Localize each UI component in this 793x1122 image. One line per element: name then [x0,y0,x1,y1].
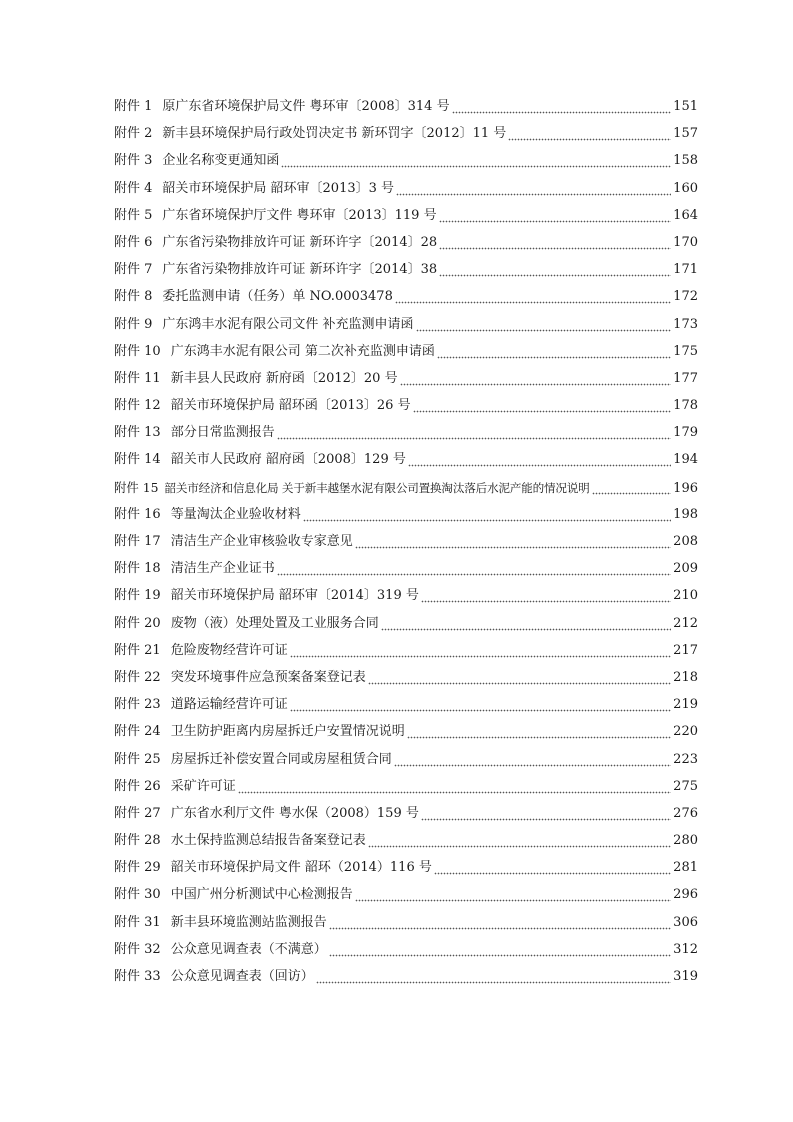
dot-leader [281,147,671,174]
attachment-label: 附件 30 [114,887,161,903]
dot-leader [316,963,671,990]
toc-entry [114,202,698,229]
toc-entry [114,365,698,392]
page-number: 170 [673,234,698,250]
dot-leader [290,637,671,664]
page-number: 209 [673,561,698,577]
attachment-title: 广东省污染物排放许可证 新环许字〔2014〕28 [162,234,438,250]
dot-leader [413,392,672,419]
toc-entry [114,610,698,637]
attachment-label: 附件 11 [114,370,161,386]
attachment-title: 清洁生产企业证书 [170,561,275,577]
attachment-label: 附件 22 [114,669,161,685]
toc-entry [114,773,698,800]
toc-entry [114,501,698,528]
dot-leader [452,93,672,120]
attachment-title: 突发环境事件应急预案备案登记表 [170,669,366,685]
page-number: 164 [673,207,698,223]
attachment-title: 韶关市环境保护局 韶环函〔2013〕26 号 [170,398,411,414]
toc-entry [114,474,698,501]
toc-entry [114,582,698,609]
attachment-title: 广东省环境保护厅文件 粤环审〔2013〕119 号 [162,207,437,223]
dot-leader [290,691,671,718]
toc-entry [114,909,698,936]
toc-entry [114,120,698,147]
attachment-title: 广东省水利厅文件 粤水保（2008）159 号 [170,805,419,821]
attachment-title: 水土保持监测总结报告备案登记表 [170,833,366,849]
attachment-label: 附件 8 [114,289,153,305]
page-number: 157 [673,126,698,142]
toc-entry [114,229,698,256]
attachment-title: 废物（液）处理处置及工业服务合同 [170,615,379,631]
attachment-title: 卫生防护距离内房屋拆迁户安置情况说明 [170,724,405,740]
page-number: 151 [673,99,698,114]
attachment-label: 附件 27 [114,805,161,821]
page-number: 212 [673,615,698,631]
page-number: 175 [673,343,698,359]
attachment-title: 韶关市环境保护局 韶环审〔2013〕3 号 [162,180,395,196]
dot-leader [368,827,671,854]
page-number: 196 [673,480,698,496]
page-number: 319 [673,969,698,984]
attachment-label: 附件 10 [114,343,161,359]
dot-leader [437,338,671,365]
page-number: 217 [673,642,698,658]
toc-entry [114,718,698,745]
toc-entry [114,746,698,773]
attachment-title: 广东鸿丰水泥有限公司文件 补充监测申请函 [162,316,414,332]
dot-leader [434,854,671,881]
toc-entry [114,93,698,120]
toc-entry [114,854,698,881]
page-number: 177 [673,370,698,386]
dot-leader [381,610,671,637]
attachment-title: 道路运输经营许可证 [170,697,288,713]
page-number: 179 [673,425,698,441]
page-number: 280 [673,833,698,849]
attachment-title: 公众意见调查表（不满意） [170,941,327,957]
page-number: 198 [673,506,698,522]
attachment-label: 附件 25 [114,751,161,767]
toc-entry [114,392,698,419]
attachment-label: 附件 1 [114,99,153,114]
dot-leader [277,555,671,582]
dot-leader [303,501,671,528]
page-number: 220 [673,724,698,740]
attachment-title: 韶关市人民政府 韶府函〔2008〕129 号 [170,452,406,468]
page-number: 210 [673,588,698,604]
toc-entry [114,175,698,202]
page-number: 223 [673,751,698,767]
dot-leader [329,936,671,963]
attachment-label: 附件 26 [114,778,161,794]
toc-entry [114,283,698,310]
attachment-label: 附件 20 [114,615,161,631]
attachment-title: 新丰县环境保护局行政处罚决定书 新环罚字〔2012〕11 号 [162,126,507,142]
attachment-title: 新丰县人民政府 新府函〔2012〕20 号 [170,370,398,386]
page-number: 306 [673,914,698,930]
page-number: 219 [673,697,698,713]
dot-leader [407,718,671,745]
attachment-label: 附件 6 [114,234,153,250]
attachment-label: 附件 14 [114,452,161,468]
dot-leader [395,283,671,310]
attachment-label: 附件 17 [114,534,161,549]
page-number: 194 [673,452,698,468]
page-number: 281 [673,860,698,876]
toc-entry [114,256,698,283]
attachment-label: 附件 18 [114,561,161,577]
toc-entry [114,555,698,582]
toc-entry [114,664,698,691]
attachment-label: 附件 28 [114,833,161,849]
attachment-title: 韶关市环境保护局文件 韶环（2014）116 号 [170,860,432,876]
page-number: 208 [673,534,698,549]
attachment-label: 附件 7 [114,262,153,278]
page-number: 218 [673,669,698,685]
page-number: 172 [673,289,698,305]
attachment-title: 韶关市经济和信息化局 关于新丰越堡水泥有限公司置换淘汰落后水泥产能的情况说明 [164,480,590,495]
toc-entry [114,147,698,174]
attachment-label: 附件 2 [114,126,153,142]
attachment-label: 附件 19 [114,588,161,604]
dot-leader [400,365,672,392]
page-number: 160 [673,180,698,196]
dot-leader [355,528,671,555]
page-number: 312 [673,941,698,957]
toc-entry [114,528,698,555]
dot-leader [439,202,672,229]
attachment-title: 原广东省环境保护局文件 粤环审〔2008〕314 号 [162,99,450,114]
attachment-label: 附件 13 [114,425,161,441]
toc-entry [114,691,698,718]
toc-entry [114,338,698,365]
attachment-title: 采矿许可证 [170,778,236,794]
page-number: 158 [673,153,698,169]
dot-leader [355,881,671,908]
attachment-title: 广东鸿丰水泥有限公司 第二次补充监测申请函 [170,343,435,359]
toc-entry [114,963,698,990]
attachment-title: 广东省污染物排放许可证 新环许字〔2014〕38 [162,262,438,278]
dot-leader [439,256,671,283]
attachment-label: 附件 24 [114,724,161,740]
page-number: 173 [673,316,698,332]
attachment-title: 委托监测申请（任务）单 NO.0003478 [162,289,393,305]
attachment-label: 附件 5 [114,207,153,223]
attachment-toc [114,93,698,990]
attachment-title: 部分日常监测报告 [170,425,275,441]
toc-entry [114,881,698,908]
toc-entry [114,800,698,827]
page-number: 296 [673,887,698,903]
attachment-label: 附件 33 [114,969,161,984]
toc-entry [114,311,698,338]
attachment-label: 附件 21 [114,642,161,658]
attachment-label: 附件 3 [114,153,153,169]
dot-leader [421,800,671,827]
dot-leader [592,474,672,501]
attachment-title: 危险废物经营许可证 [170,642,288,658]
page-number: 275 [673,778,698,794]
dot-leader [416,311,672,338]
attachment-title: 公众意见调查表（回访） [170,969,314,984]
attachment-title: 新丰县环境监测站监测报告 [170,914,327,930]
dot-leader [277,419,671,446]
dot-leader [368,664,671,691]
dot-leader [508,120,671,147]
toc-entry [114,419,698,446]
toc-entry [114,827,698,854]
page-number: 178 [673,398,698,414]
dot-leader [396,175,671,202]
attachment-title: 等量淘汰企业验收材料 [170,506,301,522]
page-number: 276 [673,805,698,821]
attachment-title: 清洁生产企业审核验收专家意见 [170,534,353,549]
dot-leader [238,773,671,800]
dot-leader [329,909,671,936]
toc-entry [114,936,698,963]
attachment-label: 附件 15 [114,479,159,495]
toc-entry [114,446,698,473]
dot-leader [394,746,671,773]
attachment-label: 附件 4 [114,180,153,196]
attachment-label: 附件 12 [114,398,161,414]
attachment-label: 附件 29 [114,860,161,876]
attachment-title: 企业名称变更通知函 [162,153,280,169]
toc-entry [114,637,698,664]
dot-leader [421,582,671,609]
attachment-title: 中国广州分析测试中心检测报告 [170,887,353,903]
attachment-label: 附件 9 [114,316,153,332]
attachment-label: 附件 16 [114,506,161,522]
attachment-label: 附件 23 [114,697,161,713]
attachment-label: 附件 31 [114,914,161,930]
dot-leader [408,446,671,473]
dot-leader [439,229,671,256]
page-number: 171 [673,262,698,278]
attachment-label: 附件 32 [114,941,161,957]
attachment-title: 房屋拆迁补偿安置合同或房屋租赁合同 [170,751,392,767]
attachment-title: 韶关市环境保护局 韶环审〔2014〕319 号 [170,588,419,604]
